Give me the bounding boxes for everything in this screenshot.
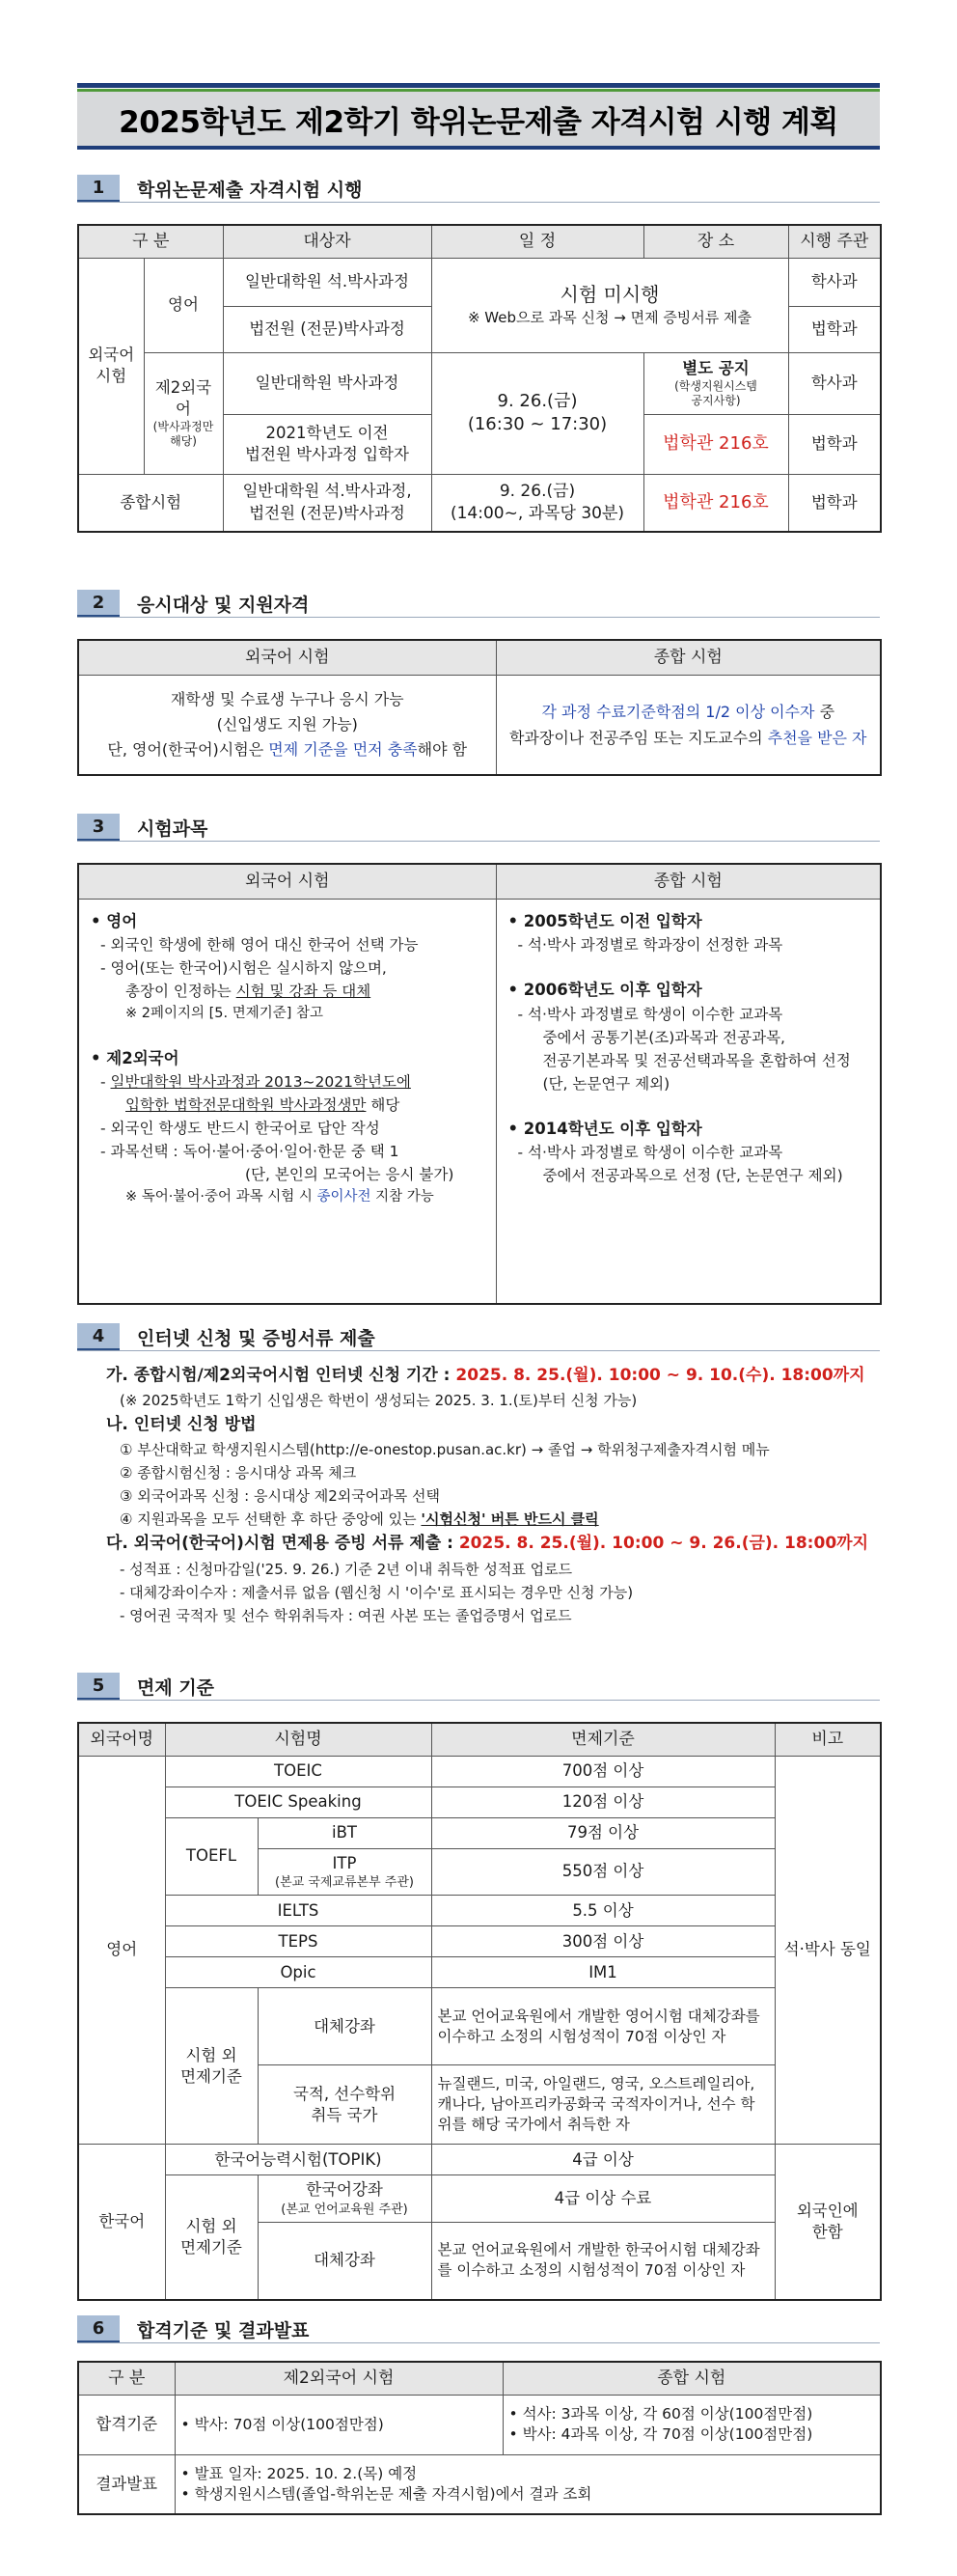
exam-name: 대체강좌	[258, 1988, 431, 2065]
section-number: 1	[77, 175, 120, 202]
header-language: 외국어명	[78, 1723, 165, 1756]
header-exam: 시험명	[165, 1723, 431, 1756]
text: ④ 지원과목을 모두 선택한 후 하단 중앙에 있는	[120, 1510, 422, 1529]
criteria: 뉴질랜드, 미국, 아일랜드, 영국, 오스트레일리아, 캐나다, 남아프리카공화국 국적자이거나, 선수 학위를 해당 국가에서 취득한 자	[431, 2065, 775, 2145]
header-comp: 종합 시험	[496, 640, 881, 675]
text: 중	[814, 702, 835, 721]
subject-line: - 과목선택 : 독어·불어·중어·일어·한문 중 택 1	[100, 1143, 399, 1161]
emphasis-text: '시험신청' 버튼 반드시 클릭	[421, 1510, 599, 1529]
period-text: 2025. 8. 25.(월). 10:00 ~ 9. 26.(금). 18:00까지	[458, 1534, 868, 1554]
underline-text: 일반대학원 박사과정과 2013~2021학년도에	[110, 1073, 411, 1092]
exam-name: TOEIC	[165, 1756, 431, 1787]
highlight-text: 면제 기준을 먼저 충족	[268, 739, 418, 759]
docs-item: - 성적표 : 신청마감일('25. 9. 26.) 기준 2년 이내 취득한 성적표 업로드	[120, 1560, 573, 1578]
pass-second-lang: • 박사: 70점 이상(100점만점)	[175, 2395, 503, 2454]
header-comp: 종합 시험	[503, 2362, 881, 2395]
dept-cell: 법학과	[788, 474, 881, 532]
result-line: • 학생지원시스템(졸업-학위논문 제출 자격시험)에서 결과 조회	[180, 2484, 592, 2503]
criteria: 4급 이상 수료	[431, 2175, 775, 2223]
subject-note: ※ 2페이지의 [5. 면제기준] 참고	[125, 1006, 324, 1022]
criteria: 본교 언어교육원에서 개발한 영어시험 대체강좌를 이수하고 소정의 시험성적이 70점 이상인 자	[431, 1988, 775, 2065]
section-6-header	[77, 2314, 309, 2343]
subject-line	[91, 1094, 484, 1117]
section-number: 4	[77, 1323, 120, 1350]
place-main: 별도 공지	[682, 358, 750, 377]
text: -	[100, 1073, 111, 1092]
criteria: 120점 이상	[431, 1787, 775, 1817]
header-category: 구 분	[78, 225, 223, 258]
place-note: (학생지원시스템 공지사항)	[674, 379, 757, 408]
english-schedule-cell	[431, 258, 788, 352]
header-place: 장 소	[643, 225, 788, 258]
exam-name-note: (본교 언어교육원 주관)	[281, 2202, 408, 2217]
highlight-text: 추천을 받은 자	[767, 728, 867, 747]
method-step: ① 부산대학교 학생지원시스템(http://e-onestop.pusan.ac.kr) → 졸업 → 학위청구제출자격시험 메뉴	[120, 1441, 770, 1459]
subject-line: - 석·박사 과정별로 학과장이 선정한 과목	[517, 936, 783, 955]
exam-name: 대체강좌	[258, 2223, 431, 2300]
period-line	[106, 1363, 888, 1389]
section-title: 응시대상 및 지원자격	[137, 594, 310, 616]
subject-note	[91, 1186, 484, 1207]
pass-results-table	[77, 2361, 882, 2515]
header-foreign: 외국어 시험	[78, 864, 496, 899]
second-lang-label	[144, 352, 223, 474]
subjects-table	[77, 863, 882, 1305]
place-cell	[643, 352, 788, 414]
criteria: 300점 이상	[431, 1926, 775, 1957]
target-cell: 일반대학원 석.박사과정, 법전원 (전문)박사과정	[223, 474, 431, 532]
docs-item: - 영어권 국적자 및 선수 학위취득자 : 여권 사본 또는 졸업증명서 업로드	[120, 1606, 572, 1624]
target-cell: 법전원 (전문)박사과정	[223, 306, 431, 352]
second-lang-name: 제2외국어	[154, 377, 212, 418]
exemption-table	[77, 1722, 882, 2301]
comp-schedule: 9. 26.(금) (14:00~, 과목당 30분)	[431, 474, 643, 532]
highlight-text: 각 과정 수료기준학점의 1/2 이상 이수자	[541, 702, 815, 721]
section-number: 5	[77, 1673, 120, 1700]
result-details	[175, 2454, 881, 2514]
criteria: 4급 이상	[431, 2145, 775, 2175]
docs-line	[106, 1531, 888, 1557]
docs-item: - 대체강좌이수자 : 제출서류 없음 (웹신청 시 '이수'로 표시되는 경우만 신청 가능)	[120, 1583, 634, 1601]
toefl-label: TOEFL	[165, 1817, 258, 1896]
section-4-header	[77, 1322, 375, 1351]
header-comp: 종합 시험	[496, 864, 881, 899]
subject-line: - 석·박사 과정별로 학생이 이수한 교과목	[517, 1005, 783, 1023]
header-target: 대상자	[223, 225, 431, 258]
method-step	[106, 1508, 888, 1531]
pass-label: 합격기준	[78, 2395, 175, 2454]
eligibility-line	[503, 699, 875, 725]
method-step: ② 종합시험신청 : 응시대상 과목 체크	[120, 1464, 357, 1482]
dept-cell: 학사과	[788, 352, 881, 414]
exam-name: Opic	[165, 1957, 431, 1988]
comp-head: • 2014학년도 이후 입학자	[507, 1119, 702, 1138]
subject-line	[91, 1070, 484, 1094]
header-second-lang: 제2외국어 시험	[175, 2362, 503, 2395]
text: 학과장이나 전공주임 또는 지도교수의	[508, 728, 768, 747]
method-step: ③ 외국어과목 신청 : 응시대상 제2외국어과목 선택	[120, 1487, 440, 1506]
english-head: • 영어	[91, 911, 138, 930]
subject-line: 전공기본과목 및 전공선택과목을 혼합하여 선정	[542, 1051, 851, 1069]
place-cell: 법학관 216호	[643, 474, 788, 532]
korean-label: 한국어	[78, 2145, 165, 2300]
method-head: 나. 인터넷 신청 방법	[106, 1415, 257, 1435]
subject-line: (단, 논문연구 제외)	[542, 1074, 670, 1093]
title-banner	[77, 83, 880, 150]
header-category: 구 분	[78, 2362, 175, 2395]
subject-line: - 외국인 학생에 한해 영어 대신 한국어 선택 가능	[100, 936, 419, 955]
note-english: 석·박사 동일	[775, 1756, 881, 2145]
eligibility-table	[77, 639, 882, 776]
section-title: 합격기준 및 결과발표	[137, 2319, 310, 2341]
comp-eligibility	[496, 675, 881, 775]
text: ※ 독어·불어·중어 과목 시험 시	[125, 1189, 317, 1205]
foreign-subjects	[78, 899, 496, 1304]
section-number: 6	[77, 2315, 120, 2342]
outside-label: 시험 외 면제기준	[165, 2175, 258, 2300]
exam-schedule-table	[77, 224, 882, 533]
application-instructions	[106, 1363, 888, 1627]
section-title: 인터넷 신청 및 증빙서류 제출	[137, 1327, 375, 1349]
subject-line: 중에서 공통기본(조)과목과 전공과목,	[542, 1028, 785, 1046]
header-note: 비고	[775, 1723, 881, 1756]
subject-line: - 석·박사 과정별로 학생이 이수한 교과목	[517, 1144, 783, 1162]
text: 가. 종합시험/제2외국어시험 인터넷 신청 기간 :	[106, 1366, 456, 1385]
comp-head: • 2006학년도 이후 입학자	[507, 981, 702, 1000]
comp-head: • 2005학년도 이전 입학자	[507, 911, 702, 930]
target-cell: 일반대학원 박사과정	[223, 352, 431, 414]
exam-name	[258, 1848, 431, 1896]
section-2-header	[77, 589, 309, 618]
criteria: 700점 이상	[431, 1756, 775, 1787]
underline-text: 입학한 법학전문대학원 박사과정생만	[125, 1096, 367, 1115]
header-criteria: 면제기준	[431, 1723, 775, 1756]
foreign-exam-label: 외국어 시험	[78, 258, 144, 474]
dept-cell: 법학과	[788, 306, 881, 352]
exam-name: TEPS	[165, 1926, 431, 1957]
outside-label: 시험 외 면제기준	[165, 1988, 258, 2145]
dept-cell: 법학과	[788, 414, 881, 474]
subject-line: - 영어(또는 한국어)시험은 실시하지 않으며,	[100, 959, 387, 978]
second-lang-note: (박사과정만 해당)	[152, 420, 214, 449]
target-cell: 2021학년도 이전 법전원 박사과정 입학자	[223, 414, 431, 474]
exam-name-main: ITP	[332, 1853, 357, 1872]
criteria: 79점 이상	[431, 1817, 775, 1848]
exam-name-note: (본교 국제교류본부 주관)	[275, 1874, 414, 1890]
pass-comp	[503, 2395, 881, 2454]
text: 지참 가능	[370, 1189, 434, 1205]
english-label: 영어	[144, 258, 223, 352]
pass-comp-line: • 박사: 4과목 이상, 각 70점 이상(100점만점)	[508, 2425, 813, 2443]
exam-name: iBT	[258, 1817, 431, 1848]
section-3-header	[77, 813, 207, 842]
section-title: 시험과목	[137, 817, 208, 840]
header-foreign: 외국어 시험	[78, 640, 496, 675]
text: 총장이 인정하는	[125, 983, 236, 1001]
criteria: 5.5 이상	[431, 1896, 775, 1926]
exam-name: 국적, 선수학위 취득 국가	[258, 2065, 431, 2145]
section-number: 2	[77, 590, 120, 617]
period-note: (※ 2025학년도 1학기 신입생은 학번이 생성되는 2025. 3. 1.(토)부터 신청 가능)	[120, 1392, 638, 1410]
eligibility-line: (신입생도 지원 가능)	[216, 714, 358, 734]
english-schedule-main: 시험 미시행	[560, 283, 660, 307]
criteria: IM1	[431, 1957, 775, 1988]
eligibility-line	[85, 737, 490, 762]
header-dept: 시행 주관	[788, 225, 881, 258]
text: 해당	[366, 1096, 400, 1115]
pass-comp-line: • 석사: 3과목 이상, 각 60점 이상(100점만점)	[508, 2405, 813, 2424]
section-title: 학위논문제출 자격시험 시행	[137, 179, 363, 201]
subject-line: - 외국인 학생도 반드시 한국어로 답안 작성	[100, 1120, 380, 1138]
period-text: 2025. 8. 25.(월). 10:00 ~ 9. 10.(수). 18:00까지	[455, 1366, 865, 1385]
section-1-header	[77, 174, 362, 203]
subject-line: (단, 본인의 모국어는 응시 불가)	[245, 1166, 454, 1184]
section-5-header	[77, 1672, 214, 1701]
text: 다. 외국어(한국어)시험 면제용 증빙 서류 제출 :	[106, 1534, 459, 1554]
comp-subjects	[496, 899, 881, 1304]
english-schedule-sub: ※ Web으로 과목 신청 → 면제 증빙서류 제출	[467, 309, 752, 327]
text: 해야 함	[417, 739, 468, 759]
dept-cell: 학사과	[788, 258, 881, 306]
exam-name-main: 한국어강좌	[306, 2180, 383, 2200]
foreign-eligibility	[78, 675, 496, 775]
underline-text: 시험 및 강좌 등 대체	[235, 983, 371, 1001]
section-title: 면제 기준	[137, 1676, 215, 1699]
note-korean: 외국인에 한함	[775, 2145, 881, 2300]
criteria: 본교 언어교육원에서 개발한 한국어시험 대체강좌를 이수하고 소정의 시험성적이 70점 이상인 자	[431, 2223, 775, 2300]
highlight-text: 종이사전	[316, 1189, 371, 1205]
eligibility-line	[503, 725, 875, 751]
section-number: 3	[77, 814, 120, 841]
target-cell: 일반대학원 석.박사과정	[223, 258, 431, 306]
text: 단, 영어(한국어)시험은	[107, 739, 269, 759]
exam-name	[258, 2175, 431, 2223]
english-label: 영어	[78, 1756, 165, 2145]
exam-name: TOEIC Speaking	[165, 1787, 431, 1817]
place-cell: 법학관 216호	[643, 414, 788, 474]
exam-name: 한국어능력시험(TOPIK)	[165, 2145, 431, 2175]
result-line: • 발표 일자: 2025. 10. 2.(목) 예정	[180, 2464, 418, 2482]
second-lang-schedule: 9. 26.(금) (16:30 ~ 17:30)	[431, 352, 643, 474]
second-lang-head: • 제2외국어	[91, 1048, 179, 1067]
subject-line	[91, 980, 484, 1003]
subject-line: 중에서 전공과목으로 선정 (단, 논문연구 제외)	[542, 1167, 843, 1185]
exam-name: IELTS	[165, 1896, 431, 1926]
header-schedule: 일 정	[431, 225, 643, 258]
eligibility-line: 재학생 및 수료생 누구나 응시 가능	[170, 690, 404, 709]
page-title: 2025학년도 제2학기 학위논문제출 자격시험 시행 계획	[77, 92, 880, 146]
criteria: 550점 이상	[431, 1848, 775, 1896]
comp-exam-label: 종합시험	[78, 474, 223, 532]
result-label: 결과발표	[78, 2454, 175, 2514]
